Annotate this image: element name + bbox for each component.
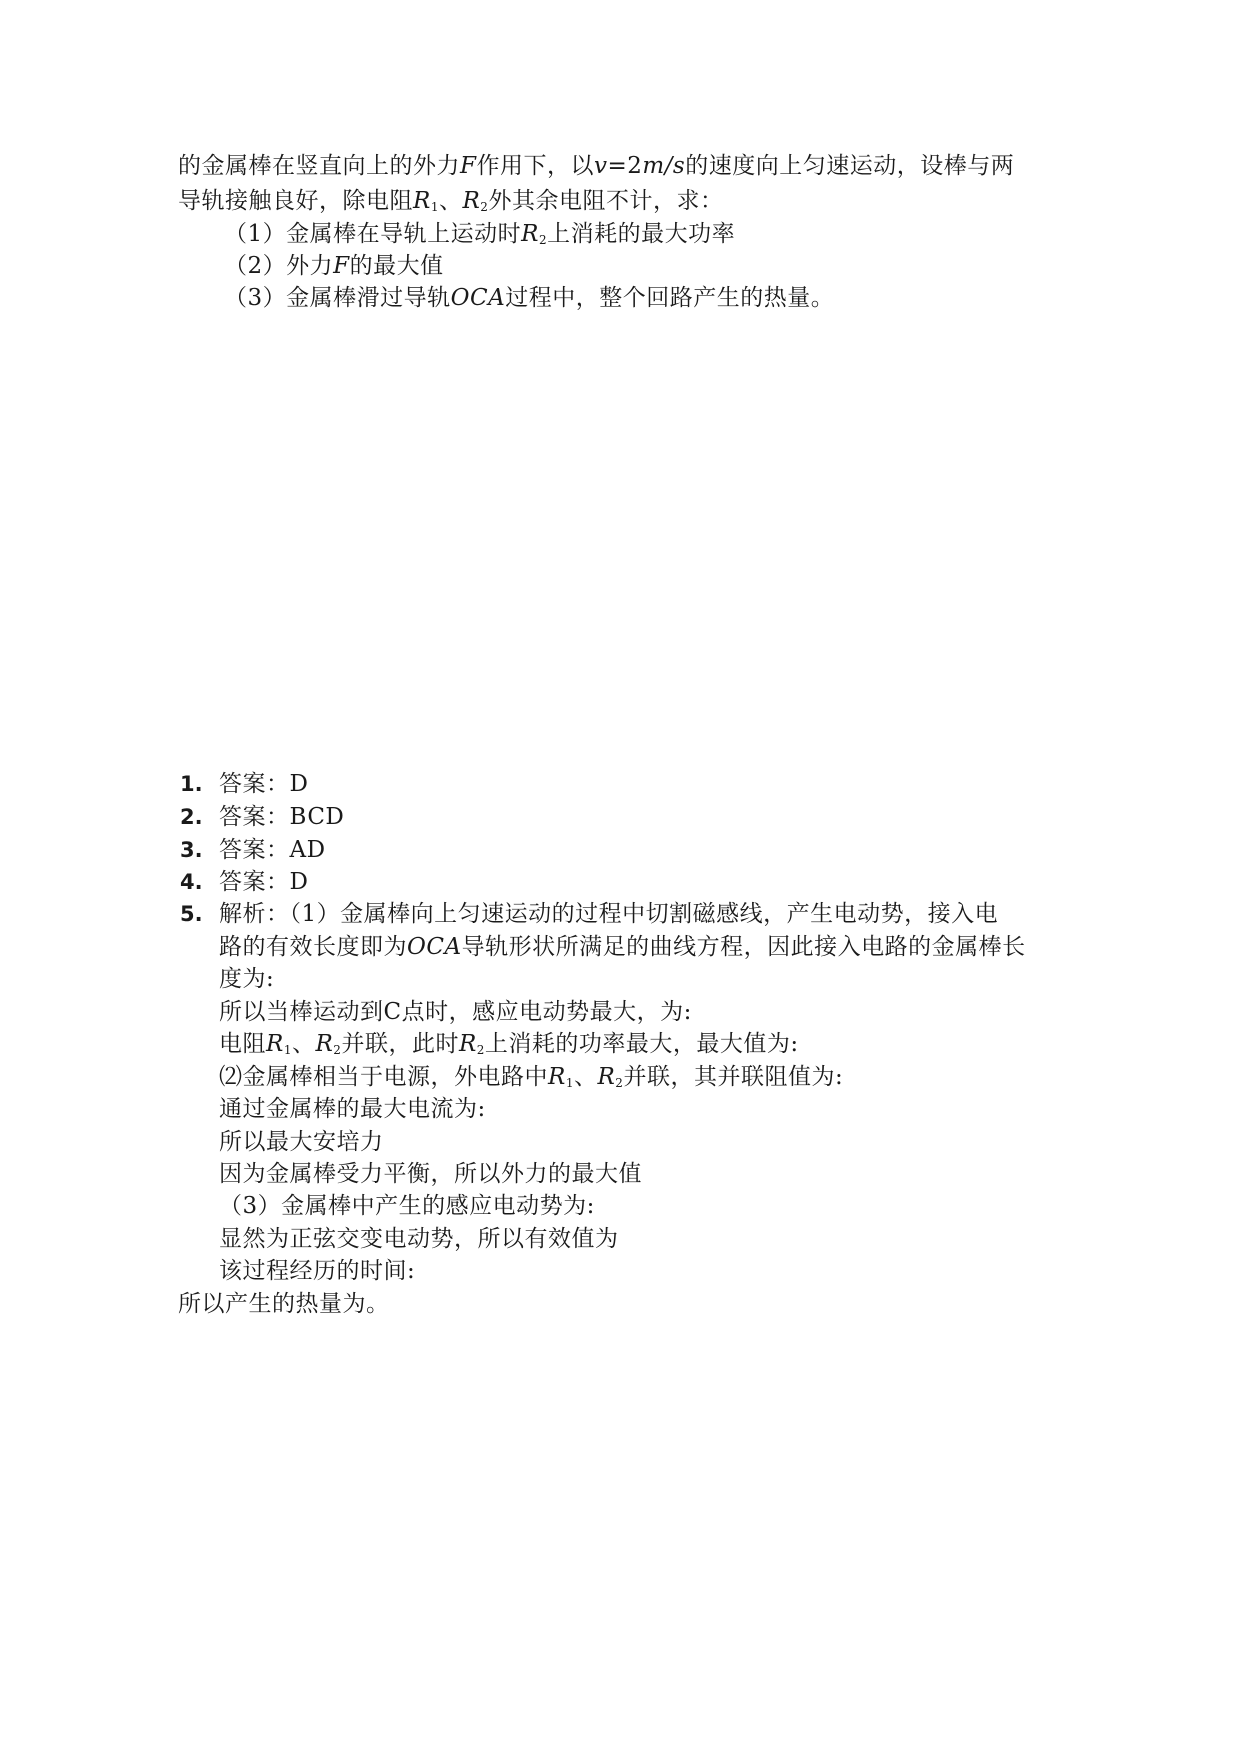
symbol-r1: R bbox=[413, 188, 431, 214]
answer-text: 答案：D bbox=[219, 869, 309, 895]
text-segment: 路的有效长度即为 bbox=[219, 934, 407, 960]
subscript: 1 bbox=[565, 1076, 574, 1090]
text-segment: 电阻 bbox=[219, 1031, 266, 1057]
subscript: 2 bbox=[538, 233, 548, 247]
answer-number: 5. bbox=[180, 902, 203, 926]
solution-line-3: 度为: bbox=[219, 966, 275, 992]
solution-line-10: （3）金属棒中产生的感应电动势为: bbox=[219, 1193, 595, 1219]
answer-text: 答案：BCD bbox=[219, 804, 345, 830]
answer-text: 答案：D bbox=[219, 771, 309, 797]
text-segment: 导轨形状所满足的曲线方程，因此接入电路的金属棒长 bbox=[461, 934, 1026, 960]
solution-line-2 bbox=[219, 931, 1026, 963]
symbol-force: F bbox=[333, 253, 350, 279]
symbol-r1: R bbox=[548, 1064, 566, 1090]
symbol-r2: R bbox=[597, 1064, 616, 1090]
symbol-oca: OCA bbox=[407, 934, 462, 960]
solution-line-4: 所以当棒运动到C点时，感应电动势最大，为: bbox=[219, 999, 692, 1025]
answer-number: 3. bbox=[180, 838, 203, 862]
symbol-r2: R bbox=[462, 188, 481, 214]
subscript: 1 bbox=[430, 200, 439, 214]
symbol-r1: R bbox=[266, 1031, 284, 1057]
text-segment: ⑵金属棒相当于电源，外电路中 bbox=[219, 1064, 548, 1090]
text-segment: （1）金属棒在导轨上运动时 bbox=[224, 221, 522, 247]
text-segment: 并联，其并联阻值为: bbox=[623, 1064, 844, 1090]
separator: 、 bbox=[438, 188, 463, 214]
text-segment: 并联，此时 bbox=[341, 1031, 459, 1057]
question-2 bbox=[224, 250, 444, 282]
text-segment: 上消耗的功率最大，最大值为: bbox=[484, 1031, 799, 1057]
text-segment: （3）金属棒滑过导轨 bbox=[224, 285, 451, 311]
subscript: 1 bbox=[283, 1043, 292, 1057]
symbol-r2: R bbox=[315, 1031, 334, 1057]
text-segment: 过程中，整个回路产生的热量。 bbox=[505, 285, 835, 311]
solution-line-1: 解析：（1）金属棒向上匀速运动的过程中切割磁感线，产生电动势，接入电 bbox=[219, 901, 999, 927]
solution-line-12: 该过程经历的时间: bbox=[219, 1258, 416, 1284]
answer-number: 4. bbox=[180, 870, 203, 894]
text-segment: 上消耗的最大功率 bbox=[547, 221, 736, 247]
unit-m-per-s: m/s bbox=[642, 153, 686, 179]
answer-text: 答案：AD bbox=[219, 837, 326, 863]
symbol-force: F bbox=[460, 153, 477, 179]
solution-line-7: 通过金属棒的最大电流为: bbox=[219, 1096, 486, 1122]
solution-line-9: 因为金属棒受力平衡，所以外力的最大值 bbox=[219, 1161, 642, 1187]
text-segment: =2 bbox=[607, 153, 643, 179]
solution-line-13: 所以产生的热量为。 bbox=[178, 1291, 390, 1317]
symbol-velocity: v bbox=[593, 153, 608, 179]
text-segment: 的最大值 bbox=[349, 253, 444, 279]
text-segment: 的速度向上匀速运动，设棒与两 bbox=[685, 153, 1015, 179]
subscript: 2 bbox=[476, 1043, 485, 1057]
problem-intro-line-1 bbox=[178, 150, 1014, 182]
text-segment: 作用下，以 bbox=[476, 153, 594, 179]
subscript: 2 bbox=[333, 1043, 342, 1057]
symbol-r2: R bbox=[458, 1031, 477, 1057]
text-segment: 的金属棒在竖直向上的外力 bbox=[178, 153, 460, 179]
answer-number: 1. bbox=[180, 772, 203, 796]
separator: 、 bbox=[291, 1031, 316, 1057]
solution-line-8: 所以最大安培力 bbox=[219, 1129, 384, 1155]
text-segment: 导轨接触良好，除电阻 bbox=[178, 188, 413, 214]
separator: 、 bbox=[573, 1064, 598, 1090]
subscript: 2 bbox=[480, 200, 489, 214]
solution-line-11: 显然为正弦交变电动势，所以有效值为 bbox=[219, 1226, 619, 1252]
question-3 bbox=[224, 282, 834, 314]
text-segment: （2）外力 bbox=[224, 253, 334, 279]
subscript: 2 bbox=[615, 1076, 624, 1090]
symbol-oca: OCA bbox=[450, 285, 506, 311]
symbol-r2: R bbox=[521, 221, 539, 247]
text-segment: 外其余电阻不计，求： bbox=[488, 188, 724, 214]
answer-number: 2. bbox=[180, 805, 203, 829]
